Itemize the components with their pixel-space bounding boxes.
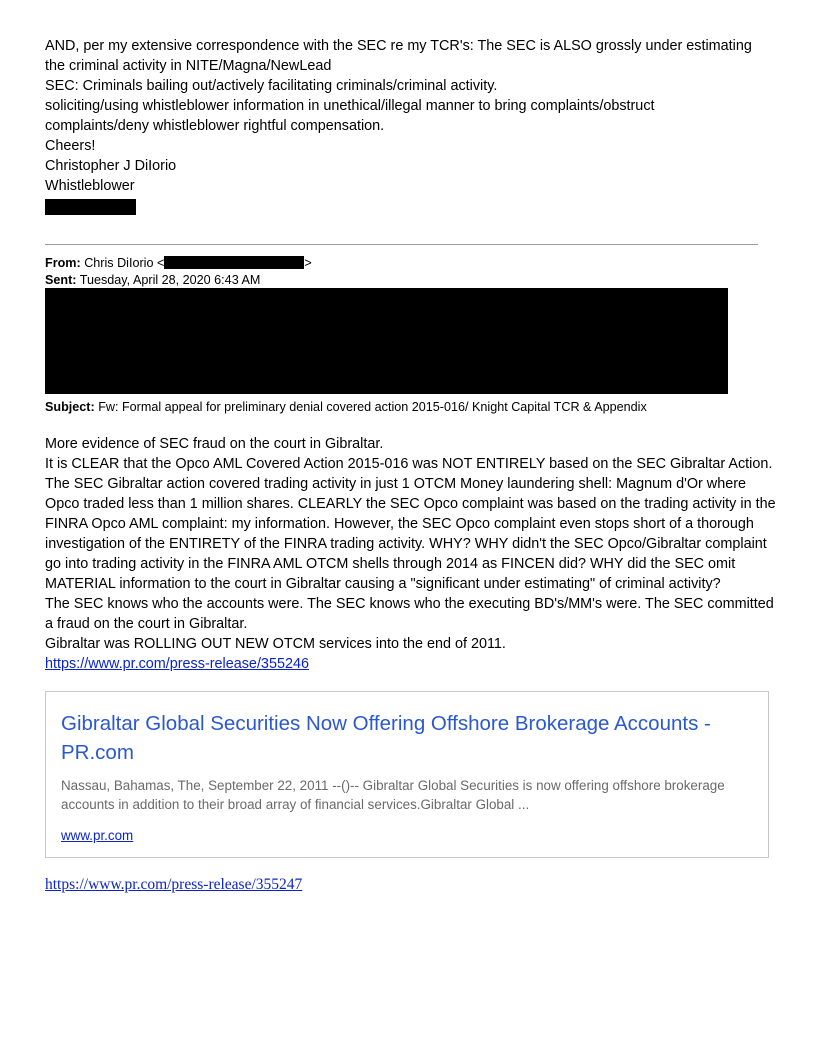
sent-value: Tuesday, April 28, 2020 6:43 AM	[79, 273, 261, 287]
sent-line	[45, 272, 260, 288]
link-preview-domain[interactable]: www.pr.com	[61, 828, 134, 843]
redaction-block-recipients	[45, 288, 728, 394]
redaction-email	[164, 256, 304, 269]
redaction-block-signature	[45, 199, 136, 215]
signature-name: Christopher J DiIorio	[45, 158, 177, 174]
from-name: Chris DiIorio <	[84, 256, 165, 270]
signature-title: Whistleblower	[45, 178, 135, 194]
message-line-3: soliciting/using whistleblower information in unethical/illegal manner to bring complaints/obstruct complaints/deny whistleblower rightful compensation.	[45, 98, 655, 134]
message-closing: Cheers!	[45, 138, 96, 154]
subject-label: Subject:	[45, 400, 95, 414]
message-line-1: AND, per my extensive correspondence with the SEC re my TCR's: The SEC is ALSO grossly under estimating the criminal activity in NITE/Magna/NewLead	[45, 38, 752, 74]
message-line-2: SEC: Criminals bailing out/actively facilitating criminals/criminal activity.	[45, 78, 498, 94]
subject-value: Fw: Formal appeal for preliminary denial covered action 2015-016/ Knight Capital TCR & Appendix	[98, 400, 647, 414]
body-paragraph-2: It is CLEAR that the Opco AML Covered Action 2015-016 was NOT ENTIRELY based on the SEC Gibraltar Action. The SEC Gibraltar action covered trading activity in just 1 OTCM Money laundering shell: Magnum d'Or where Opco traded less than 1 million shares. CLEARLY the SEC Opco complaint was based on the trading activity in the FINRA Opco AML complaint: my information. However, the SEC Opco complaint even stops short of a thorough investigation of the ENTIRETY of the FINRA trading activity. WHY? WHY didn't the SEC Opco/Gibraltar complaint go into trading activity in the FINRA AML OTCM shells through 2014 as FINCEN did? WHY did the SEC omit MATERIAL information to the court in Gibraltar causing a "significant under estimating" of criminal activity?	[45, 456, 776, 592]
body-paragraph-1: More evidence of SEC fraud on the court in Gibraltar.	[45, 436, 384, 452]
press-release-link-2[interactable]: https://www.pr.com/press-release/355247	[45, 876, 303, 893]
press-release-link-1[interactable]: https://www.pr.com/press-release/355246	[45, 656, 309, 672]
from-close: >	[304, 256, 312, 270]
link-preview-description: Nassau, Bahamas, The, September 22, 2011 --()-- Gibraltar Global Securities is now offering offshore brokerage accounts in addition to their broad array of financial services.Gibraltar Global ...	[61, 778, 725, 812]
second-link-line	[45, 875, 302, 895]
link-preview-domain-wrap	[61, 827, 133, 845]
from-label: From:	[45, 256, 81, 270]
header-divider	[45, 244, 758, 245]
subject-line	[45, 399, 647, 415]
body-paragraph-3: The SEC knows who the accounts were. The SEC knows who the executing BD's/MM's were. The SEC committed a fraud on the court in Gibraltar.	[45, 596, 774, 632]
body-link-line	[45, 654, 775, 674]
sent-label: Sent:	[45, 273, 77, 287]
body-paragraph-4: Gibraltar was ROLLING OUT NEW OTCM services into the end of 2011.	[45, 636, 506, 652]
from-line	[45, 255, 312, 271]
link-preview-card[interactable]	[45, 691, 769, 858]
link-preview-title[interactable]: Gibraltar Global Securities Now Offering Offshore Brokerage Accounts - PR.com	[61, 712, 711, 764]
